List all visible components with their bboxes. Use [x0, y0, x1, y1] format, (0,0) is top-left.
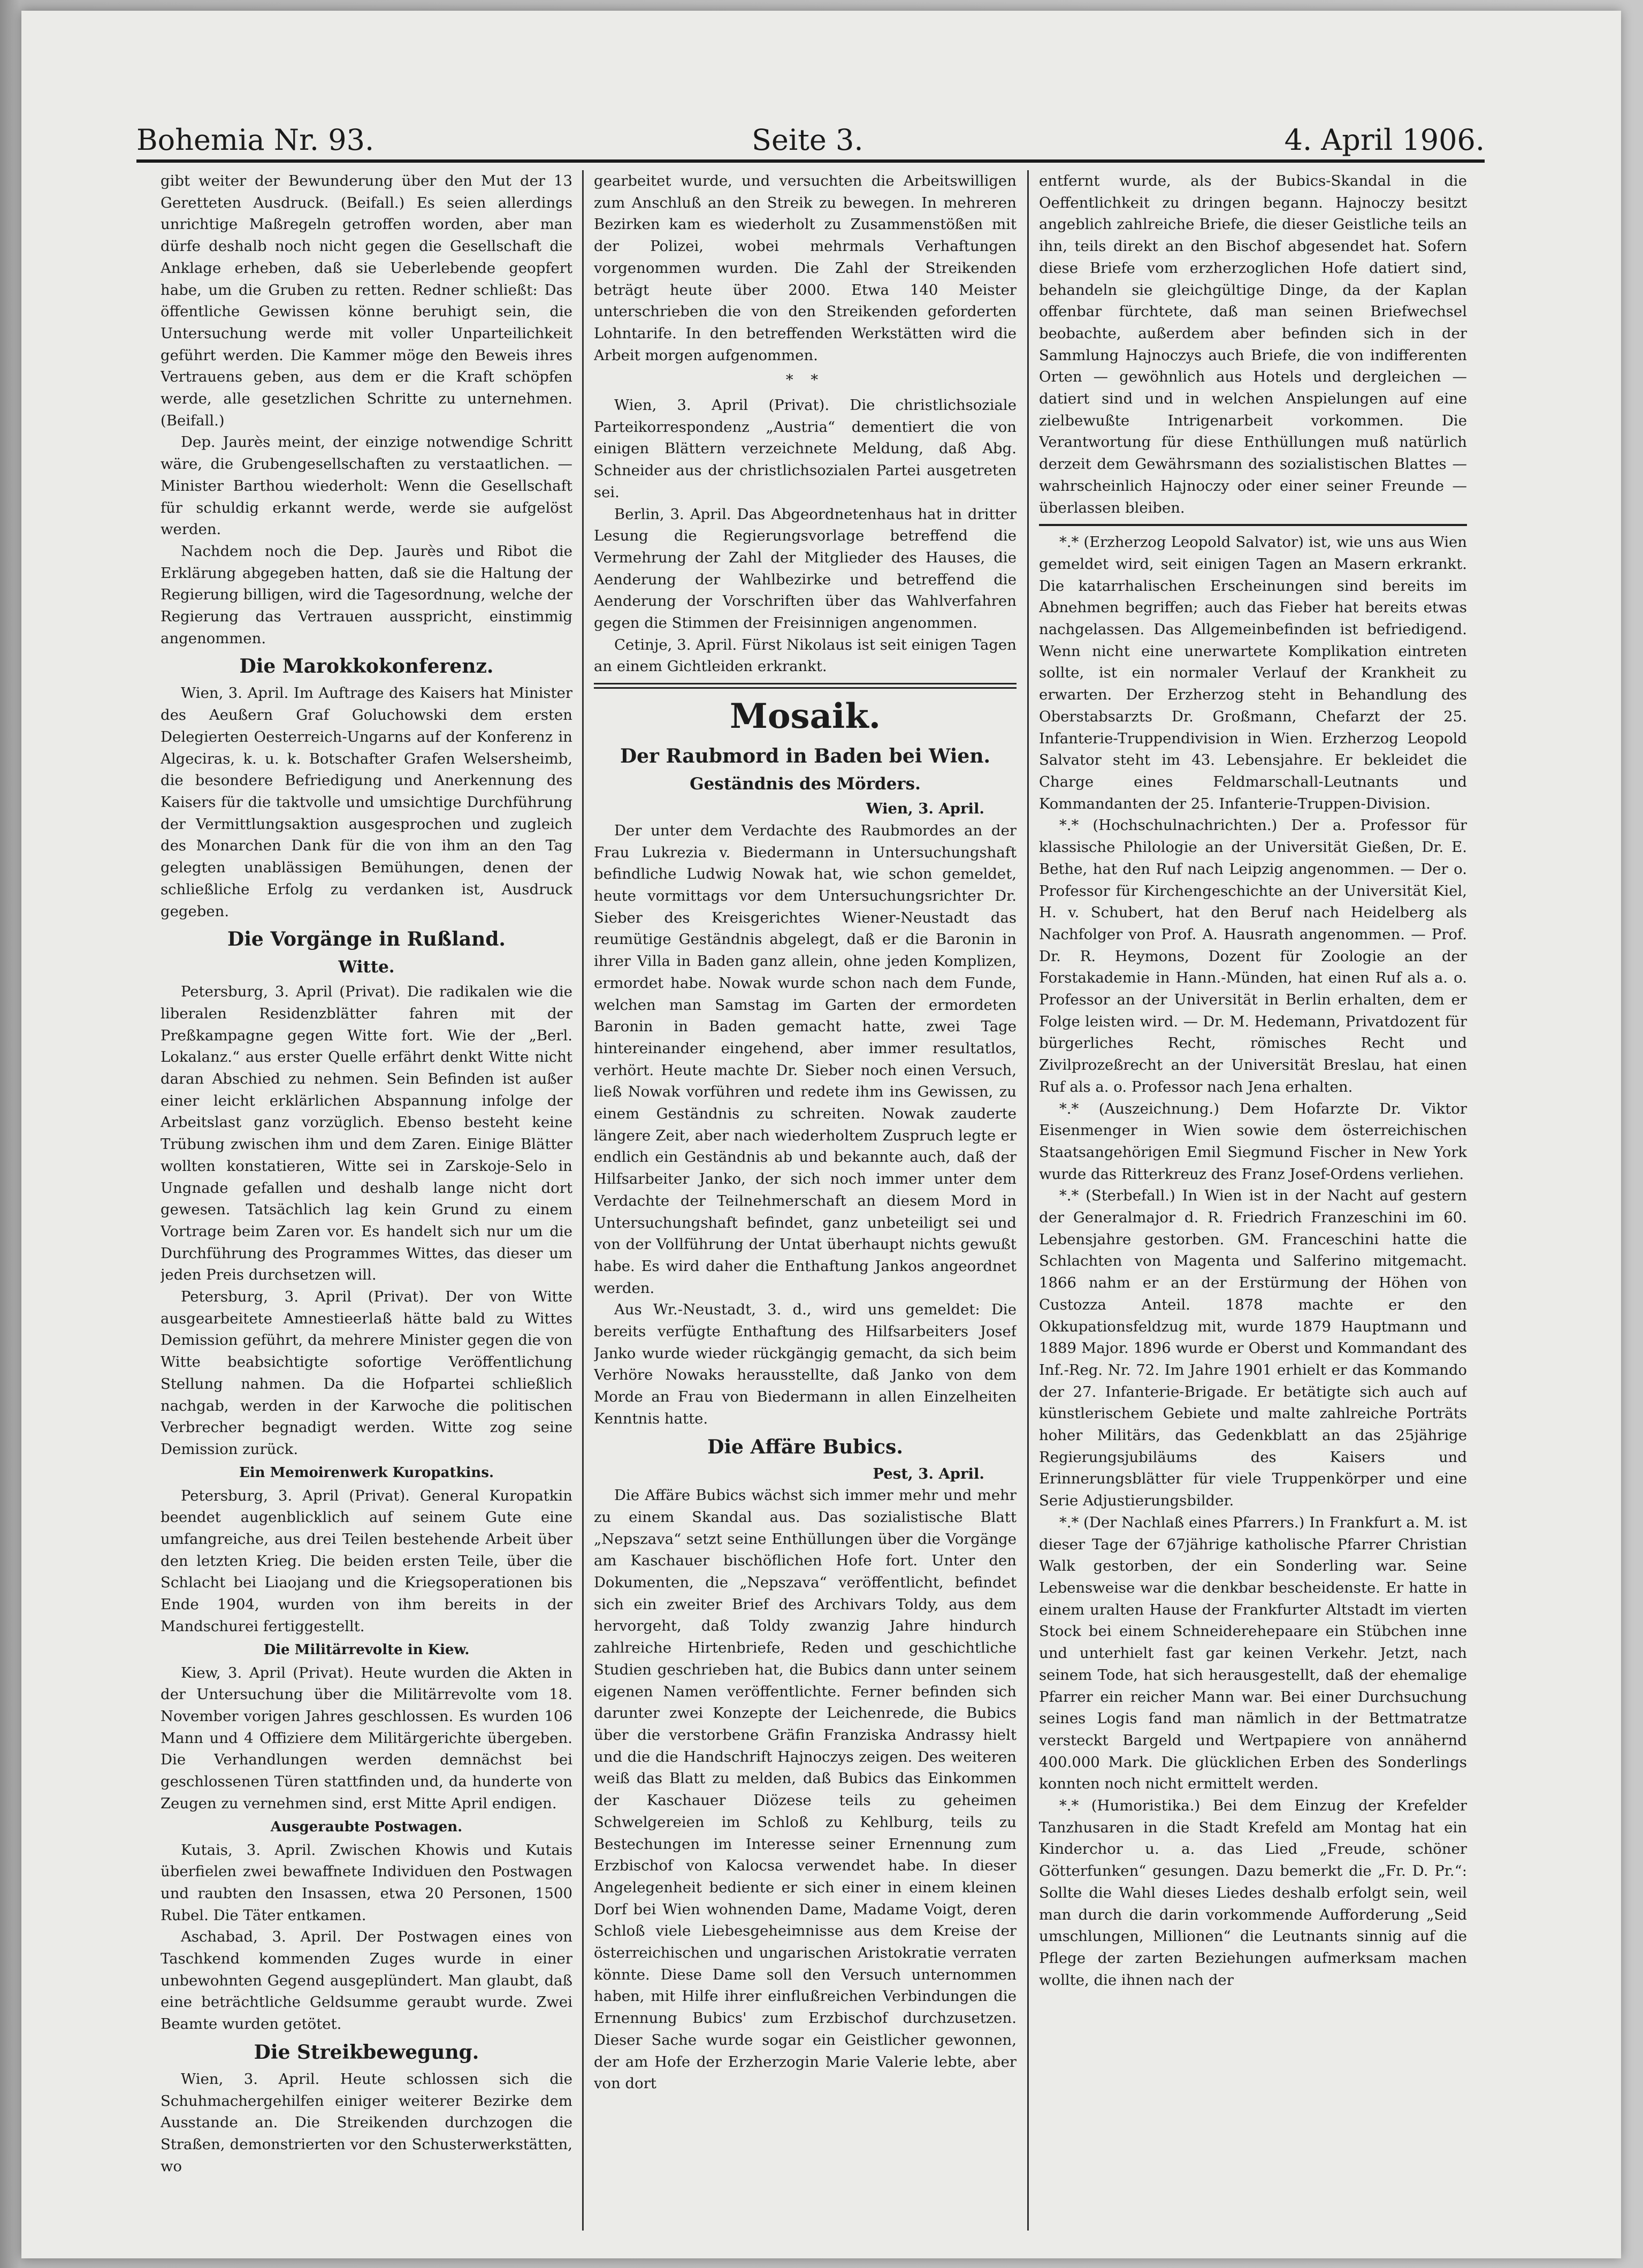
article-heading-raubmord: Der Raubmord in Baden bei Wien. [620, 745, 991, 768]
dateline: Wien, 3. April. [866, 800, 984, 818]
column-3 [1039, 170, 1467, 2231]
news-item-hochschulnachrichten: *.* (Hochschulnachrichten.) Der a. Professor für klassische Philologie an der Universität Gießen, Dr. E. Bethe, hat den Ruf nach Leipzig angenommen. — Der o. Professor für Kirchengeschichte an der Universität Kiel, H. v. Schubert, hat den Beruf nach Heidelberg als Nachfolger von Prof. A. Hausrath angenommen. — Prof. Dr. R. Heymons, Dozent für Zoologie an der Forstakademie in Hann.-Münden, hat einen Ruf als a. o. Professor an der Universität in Berlin erhalten, dem er Folge leisten wird. — Dr. M. Hedemann, Privatdozent für bürgerliches Recht, römisches Recht und Zivilprozeßrecht an der Universität Breslau, hat einen Ruf als a. o. Professor nach Jena erhalten. [1039, 817, 1467, 1095]
column-1 [161, 170, 572, 2231]
header-newspaper-issue: Bohemia Nr. 93. [136, 123, 375, 157]
article-paragraph: Der unter dem Verdachte des Raubmordes an der Frau Lukrezia v. Biedermann in Untersuchungshaft befindliche Ludwig Nowak hat, wie schon gemeldet, heute vormittags vor dem Untersuchungsrichter Dr. Sieber des Kreisgerichtes Wiener-Neustadt das reumütige Geständnis abgelegt, daß er die Baronin in ihrer Villa in Baden ganz allein, ohne jeden Komplizen, ermordet habe. Nowak wurde schon nach dem Funde, welchen man Samstag im Garten der ermordeten Baronin in Baden gemacht hatte, zwei Tage hintereinander eingehend, aber immer resultatlos, verhört. Heute machte Dr. Sieber noch einen Versuch, ließ Nowak vorführen und redete ihm ins Gewissen, zu einem Geständnis zu schreiten. Nowak zauderte längere Zeit, aber nach wiederholtem Zuspruch legte er endlich ein Geständnis ab und bekannte auch, daß der Hilfsarbeiter Janko, der sich noch immer unter dem Verdachte der Teilnehmerschaft an diesem Mord in Untersuchungshaft befindet, ganz unbeteiligt sei und von der Vollführung der Untat überhaupt nichts gewußt habe. Es wird daher die Enthaftung Jankos angeordnet werden. [594, 821, 1017, 1297]
header-date: 4. April 1906. [1284, 123, 1485, 157]
article-paragraph: Nachdem noch die Dep. Jaurès und Ribot die Erklärung abgegeben hatten, daß sie die Haltung der Regierung billigen, wird die Tagesordnung, welche der Regierung das Vertrauen ausspricht, einstimmig angenommen. [161, 542, 572, 647]
news-item-humoristika: *.* (Humoristika.) Bei dem Einzug der Krefelder Tanzhusaren in die Stadt Krefeld am Montag hat ein Kinderchor u. a. das Lied „Freude, schöner Götterfunken“ gesungen. Dazu bemerkt die „Fr. D. Pr.“: Sollte die Wahl dieses Liedes deshalb erfolgt sein, weil man durch die darin vorkommende Aufforderung „Seid umschlungen, Millionen“ die Leutnants sinnig auf die Pflege der zarten Beziehungen aufmerksam machen wollte, die ihnen nach der [1039, 1797, 1467, 1989]
section-heading-streikbewegung: Die Streikbewegung. [254, 2041, 479, 2064]
subheading-gestaendnis: Geständnis des Mörders. [690, 774, 921, 794]
subheading-militaerrevolte: Die Militärrevolte in Kiew. [263, 1641, 470, 1658]
article-paragraph: Aus Wr.-Neustadt, 3. d., wird uns gemeldet: Die bereits verfügte Enthaftung des Hilfsarbeiters Josef Janko wurde wieder rückgängig gemacht, da sich beim Verhöre Nowaks herausstellte, daß Janko von dem Morde an Frau von Biedermann in allen Einzelheiten Kenntnis hatte. [594, 1301, 1017, 1427]
news-item-erzherzog: *.* (Erzherzog Leopold Salvator) ist, wie uns aus Wien gemeldet wird, seit einigen Tagen an Masern erkrankt. Die katarrhalischen Erscheinungen sind bereits im Abnehmen begriffen; auch das Fieber hat bereits etwas nachgelassen. Das Allgemeinbefinden ist befriedigend. Wenn nicht eine unerwartete Komplikation eintreten sollte, ist ein normaler Verlauf der Krankheit zu erwarten. Der Erzherzog steht in Behandlung des Oberstabsarzts Dr. Großmann, Chefarzt der 25. Infanterie-Truppendivision in Wien. Erzherzog Leopold Salvator steht im 43. Lebensjahre. Er bekleidet die Charge eines Feldmarschall-Leutnants und Kommandanten der 25. Infanterie-Truppen-Division. [1039, 534, 1467, 812]
section-heading-mosaik: Mosaik. [730, 696, 881, 737]
news-item-nachlass: *.* (Der Nachlaß eines Pfarrers.) In Frankfurt a. M. ist dieser Tage der 67jährige katholische Pfarrer Christian Walk gestorben, der ein Sonderling war. Seine Lebensweise war die denkbar bescheidenste. Er hatte in einem uralten Hause der Frankfurter Altstadt im vierten Stock bei einem Schneiderehepaare ein Stübchen inne und unterhielt fast gar keinen Verkehr. Jetzt, nach seinem Tode, hat sich herausgestellt, daß der ehemalige Pfarrer ein reicher Mann war. Bei einer Durchsuchung seines Logis fand man nämlich in der Bettmatratze versteckt Bargeld und Wertpapiere von annähernd 400.000 Mark. Die glücklichen Erben des Sonderlings konnten noch nicht ermittelt werden. [1039, 1513, 1467, 1793]
article-paragraph: Kiew, 3. April (Privat). Heute wurden die Akten in der Untersuchung über die Militärrevolte vom 18. November vorigen Jahres geschlossen. Es wurden 106 Mann und 4 Offiziere dem Militärgerichte übergeben. Die Verhandlungen werden demnächst bei geschlossenen Türen stattfinden und, da hunderte von Zeugen zu vernehmen sind, erst Mitte April endigen. [161, 1664, 572, 1812]
article-heading-bubics: Die Affäre Bubics. [707, 1435, 903, 1458]
section-heading-marokkokonferenz: Die Marokkokonferenz. [239, 655, 494, 678]
column-2 [594, 170, 1017, 2231]
header-rule [136, 159, 1485, 163]
article-paragraph: Wien, 3. April. Im Auftrage des Kaisers hat Minister des Aeußern Graf Goluchowski dem ersten Delegierten Oesterreich-Ungarns auf der Konferenz in Algeciras, k. u. k. Botschafter Grafen Welsersheimb, die besondere Befriedigung und Anerkennung des Kaisers für die taktvolle und umsichtige Durchführung der Vermittlungsaktion ausgesprochen und zugleich des Monarchen Dank für die von ihm an den Tag gelegten unablässigen Bemühungen, denen der schließliche Erfolg zu verdanken ist, Ausdruck gegeben. [161, 684, 572, 920]
article-paragraph: gearbeitet wurde, und versuchten die Arbeitswilligen zum Anschluß an den Streik zu bewegen. In mehreren Bezirken kam es wiederholt zu Zusammenstößen mit der Polizei, wobei mehrmals Verhaftungen vorgenommen wurden. Die Zahl der Streikenden beträgt heute über 2000. Etwa 140 Meister unterschrieben die von den Streikenden geforderten Lohntarife. In den betreffenden Werkstätten wird die Arbeit morgen aufgenommen. [594, 172, 1017, 364]
dateline: Pest, 3. April. [873, 1465, 984, 1482]
subheading-postwagen: Ausgeraubte Postwagen. [270, 1818, 463, 1835]
column-divider-2 [1027, 170, 1029, 2231]
article-paragraph: Petersburg, 3. April (Privat). Die radikalen wie die liberalen Residenzblätter fahren mit der Preßkampagne gegen Witte fort. Wie der „Berl. Lokalanz.“ aus erster Quelle erfährt denkt Witte nicht daran Abschied zu nehmen. Sein Befinden ist außer einer leicht erklärlichen Abspannung infolge der Arbeitslast ganz vorzüglich. Ebenso besteht keine Trübung zwischen ihm und dem Zaren. Einige Blätter wollten konstatieren, Witte sei in Zarskoje-Selo in Ungnade gefallen und deshalb lange nicht dort gewesen. Tatsächlich lag kein Grund zu einem Vortrage beim Zaren vor. Es handelt sich nur um die Durchführung des Programmes Wittes, das dieser um jeden Preis durchsetzen will. [161, 983, 572, 1284]
subheading-witte: Witte. [338, 957, 395, 977]
news-item-sterbefall: *.* (Sterbefall.) In Wien ist in der Nacht auf gestern der Generalmajor d. R. Friedrich Franzeschini im 60. Lebensjahre gestorben. GM. Franceschini hatte die Schlachten von Magenta und Salferino mitgemacht. 1866 nahm er an der Erstürmung der Höhen von Custozza Anteil. 1878 machte er den Okkupationsfeldzug mit, wurde 1879 Hauptmann und 1889 Major. 1896 wurde er Oberst und Kommandant des Inf.-Reg. Nr. 72. Im Jahre 1901 erhielt er das Kommando der 27. Infanterie-Brigade. Er betätigte sich auch auf künstlerischem Gebiete und malte zahlreiche Porträts hoher Militärs, das Gedenkblatt an das 25jährige Regierungsjubiläums des Kaisers und Erinnerungsblätter für viele Truppenkörper und eine Serie Adjustierungsbilder. [1039, 1187, 1467, 1510]
article-paragraph: Petersburg, 3. April (Privat). Der von Witte ausgearbeitete Amnestieerlaß hätte bald zu Wittes Demission geführt, da mehrere Minister gegen die von Witte beabsichtigte sofortige Veröffentlichung Stellung nahmen. Da die Hofpartei schließlich nachgab, werden in der Karwoche die politischen Verbrecher begnadigt werden. Witte zog seine Demission zurück. [161, 1288, 572, 1458]
article-paragraph: Kutais, 3. April. Zwischen Khowis und Kutais überfielen zwei bewaffnete Individuen den Postwagen und raubten den Insassen, etwa 20 Personen, 1500 Rubel. Die Täter entkamen. [161, 1841, 572, 1924]
article-paragraph: Aschabad, 3. April. Der Postwagen eines von Taschkend kommenden Zuges wurde in einer unbewohnten Gegend ausgeplündert. Man glaubt, daß eine beträchtliche Geldsumme geraubt wurde. Zwei Beamte wurden getötet. [161, 1928, 572, 2033]
subheading-memoirenwerk: Ein Memoirenwerk Kuropatkins. [239, 1464, 494, 1481]
article-paragraph: Dep. Jaurès meint, der einzige notwendige Schritt wäre, die Grubengesellschaften zu verstaatlichen. — Minister Barthou wiederholt: Wenn die Gesellschaft für schuldig erkannt werde, werde sie aufgelöst werden. [161, 433, 572, 538]
article-paragraph: Berlin, 3. April. Das Abgeordnetenhaus hat in dritter Lesung die Regierungsvorlage betreffend die Vermehrung der Zahl der Mitglieder des Hauses, die Aenderung der Wahlbezirke und betreffend die Aenderung der Vorschriften über das Wahlverfahren gegen die Stimmen der Freisinnigen angenommen. [594, 505, 1017, 632]
article-paragraph: gibt weiter der Bewunderung über den Mut der 13 Geretteten Ausdruck. (Beifall.) Es seien allerdings unrichtige Maßregeln getroffen worden, aber man dürfe deshalb noch nicht gegen die Gesellschaft die Anklage erheben, daß sie Ueberlebende geopfert habe, um die Gruben zu retten. Redner schließt: Das öffentliche Gewissen könne beruhigt sein, die Untersuchung werde mit voller Unparteilichkeit geführt werden. Die Kammer möge den Beweis ihres Vertrauens geben, aus dem er die Kraft schöpfen werde, alle gesetzlichen Schritte zu unternehmen. (Beifall.) [161, 172, 572, 429]
header-page-number: Seite 3. [752, 123, 863, 157]
section-rule [594, 683, 1017, 689]
separator-asterisks: * * [785, 371, 825, 389]
article-paragraph: Wien, 3. April. Heute schlossen sich die Schuhmachergehilfen einiger weiterer Bezirke dem Ausstande an. Die Streikenden durchzogen die Straßen, demonstrierten vor den Schusterwerkstätten, wo [161, 2070, 572, 2175]
article-rule [1039, 524, 1467, 526]
section-heading-russland: Die Vorgänge in Rußland. [227, 928, 506, 951]
article-paragraph: Wien, 3. April (Privat). Die christlichsoziale Parteikorrespondenz „Austria“ dementiert die von einigen Blättern verzeichnete Meldung, daß Abg. Schneider aus der christlichsozialen Partei ausgetreten sei. [594, 397, 1017, 501]
column-divider-1 [582, 170, 584, 2231]
article-paragraph: Die Affäre Bubics wächst sich immer mehr und mehr zu einem Skandal aus. Das sozialistische Blatt „Nepszava“ setzt seine Enthüllungen über die Vorgänge am Kaschauer bischöflichen Hofe fort. Unter den Dokumenten, die „Nepszava“ veröffentlicht, befindet sich ein zweiter Brief des Archivars Toldy, aus dem hervorgeht, daß Toldy zwanzig Jahre hindurch zahlreiche Hirtenbriefe, Reden und geschichtliche Studien geschrieben hat, die Bubics dann unter seinem eigenen Namen veröffentlichte. Ferner befinden sich darunter zwei Konzepte der Leichenrede, die Bubics über die verstorbene Gräfin Franziska Andrassy hielt und die die Handschrift Hajnoczys zeigen. Des weiteren weiß das Blatt zu melden, daß Bubics das Einkommen der Kaschauer Diözese teils zu geheimen Schwelgereien im Schloß zu Kehlburg, teils zu Bestechungen im Interesse seiner Ernennung zum Erzbischof von Kalocsa verwendet habe. In dieser Angelegenheit bediente er sich einer in einem kleinen Dorf bei Wien wohnenden Dame, Madame Voigt, deren Schloß viele Liebesgeheimnisse aus dem Kreise der österreichischen und ungarischen Aristokratie verraten könnte. Diese Dame soll den Versuch unternommen haben, mit Hilfe ihrer einflußreichen Verbindungen die Ernennung Bubics' zum Erzbischof durchzusetzen. Dieser Sache wurde sogar ein Geistlicher gewonnen, der am Hofe der Erzherzogin Marie Valerie lebte, aber von dort [594, 1487, 1017, 2092]
news-item-auszeichnung: *.* (Auszeichnung.) Dem Hofarzte Dr. Viktor Eisenmenger in Wien sowie dem österreichischen Staatsangehörigen Emil Siegmund Fischer in New York wurde das Ritterkreuz des Franz Josef-Ordens verliehen. [1039, 1100, 1467, 1183]
article-paragraph: Cetinje, 3. April. Fürst Nikolaus ist seit einigen Tagen an einem Gichtleiden erkrankt. [594, 636, 1017, 675]
article-paragraph: Petersburg, 3. April (Privat). General Kuropatkin beendet augenblicklich auf seinem Gute eine umfangreiche, aus drei Teilen bestehende Arbeit über den letzten Krieg. Die beiden ersten Teile, über die Schlacht bei Liaojang und die Kriegsoperationen bis Ende 1904, wurden von ihm bereits in der Mandschurei fertiggestellt. [161, 1487, 572, 1635]
article-paragraph: entfernt wurde, als der Bubics-Skandal in die Oeffentlichkeit zu dringen begann. Hajnoczy besitzt angeblich zahlreiche Briefe, die dieser Geistliche teils an ihn, teils direkt an den Bischof abgesendet hat. Sofern diese Briefe vom erzherzoglichen Hofe datiert sind, behandeln sie gleichgültige Dinge, da der Kaplan offenbar fürchtete, daß man seinen Briefwechsel beobachte, außerdem aber befinden sich in der Sammlung Hajnoczys auch Briefe, die von indifferenten Orten — gewöhnlich aus Hotels und dergleichen — datiert sind und in welchen Anspielungen auf eine zielbewußte Intrigenarbeit vorkommen. Die Verantwortung für diese Enthüllungen muß natürlich derzeit dem Gewährsmann des sozialistischen Blattes — wahrscheinlich Hajnoczy oder einer seiner Freunde — überlassen bleiben. [1039, 172, 1467, 516]
